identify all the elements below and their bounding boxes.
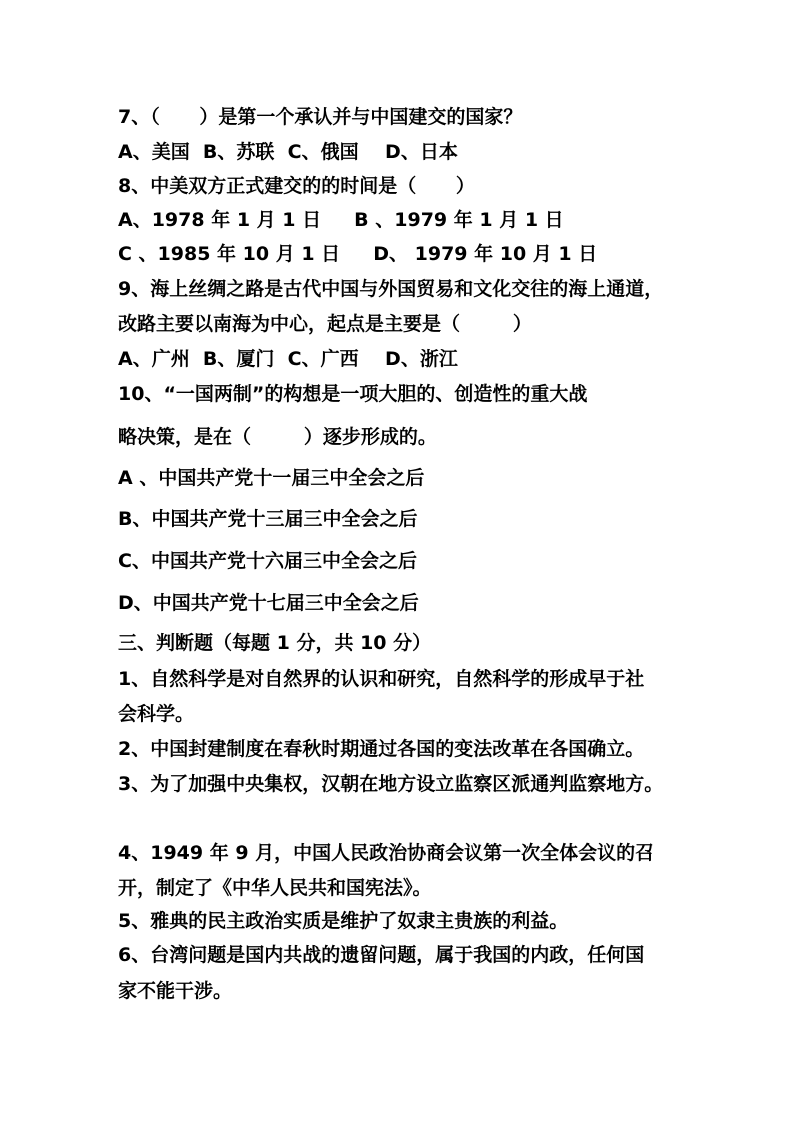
question-7: 7、（ ）是第一个承认并与中国建交的国家？ — [118, 106, 523, 128]
question-8-options-cd: C 、1985 年 10 月 1 日 D、 1979 年 10 月 1 日 — [118, 243, 598, 265]
question-9-line-1: 9、海上丝绸之路是古代中国与外国贸易和文化交往的海上通道， — [118, 278, 664, 300]
section-heading-true-false: 三、判断题（每题 1 分，共 10 分） — [118, 632, 432, 654]
tf-4-line-1: 4、1949 年 9 月，中国人民政治协商会议第一次全体会议的召 — [118, 842, 655, 864]
tf-6-line-2: 家不能干涉。 — [118, 980, 233, 1002]
tf-6-line-1: 6、台湾问题是国内共战的遗留问题，属于我国的内政，任何国 — [118, 944, 645, 966]
tf-4-line-2: 开，制定了《中华人民共和国宪法》。 — [118, 877, 432, 899]
question-7-options: A、美国 B、苏联 C、俄国 D、日本 — [118, 141, 458, 163]
question-10-option-b: B、中国共产党十三届三中全会之后 — [118, 508, 418, 530]
question-10-option-c: C、中国共产党十六届三中全会之后 — [118, 550, 417, 572]
tf-5: 5、雅典的民主政治实质是维护了奴隶主贵族的利益。 — [118, 910, 569, 932]
tf-1-line-1: 1、自然科学是对自然界的认识和研究，自然科学的形成早于社 — [118, 668, 645, 690]
question-10-line-2: 略决策，是在（ ）逐步形成的。 — [118, 426, 437, 448]
question-8-options-ab: A、1978 年 1 月 1 日 B 、1979 年 1 月 1 日 — [118, 209, 564, 231]
tf-1-line-2: 会科学。 — [118, 703, 195, 725]
tf-3: 3、为了加强中央集权，汉朝在地方设立监察区派通判监察地方。 — [118, 773, 664, 795]
question-9-line-2: 改路主要以南海为中心，起点是主要是（ ） — [118, 313, 532, 335]
tf-2: 2、中国封建制度在春秋时期通过各国的变法改革在各国确立。 — [118, 738, 645, 760]
question-10-option-a: A 、中国共产党十一届三中全会之后 — [118, 467, 425, 489]
question-8: 8、中美双方正式建交的的时间是（ ） — [118, 175, 475, 197]
question-10-option-d: D、中国共产党十七届三中全会之后 — [118, 592, 419, 614]
question-10-line-1: 10、“一国两制”的构想是一项大胆的、创造性的重大战 — [118, 383, 588, 405]
question-9-options: A、广州 B、厦门 C、广西 D、浙江 — [118, 348, 458, 370]
